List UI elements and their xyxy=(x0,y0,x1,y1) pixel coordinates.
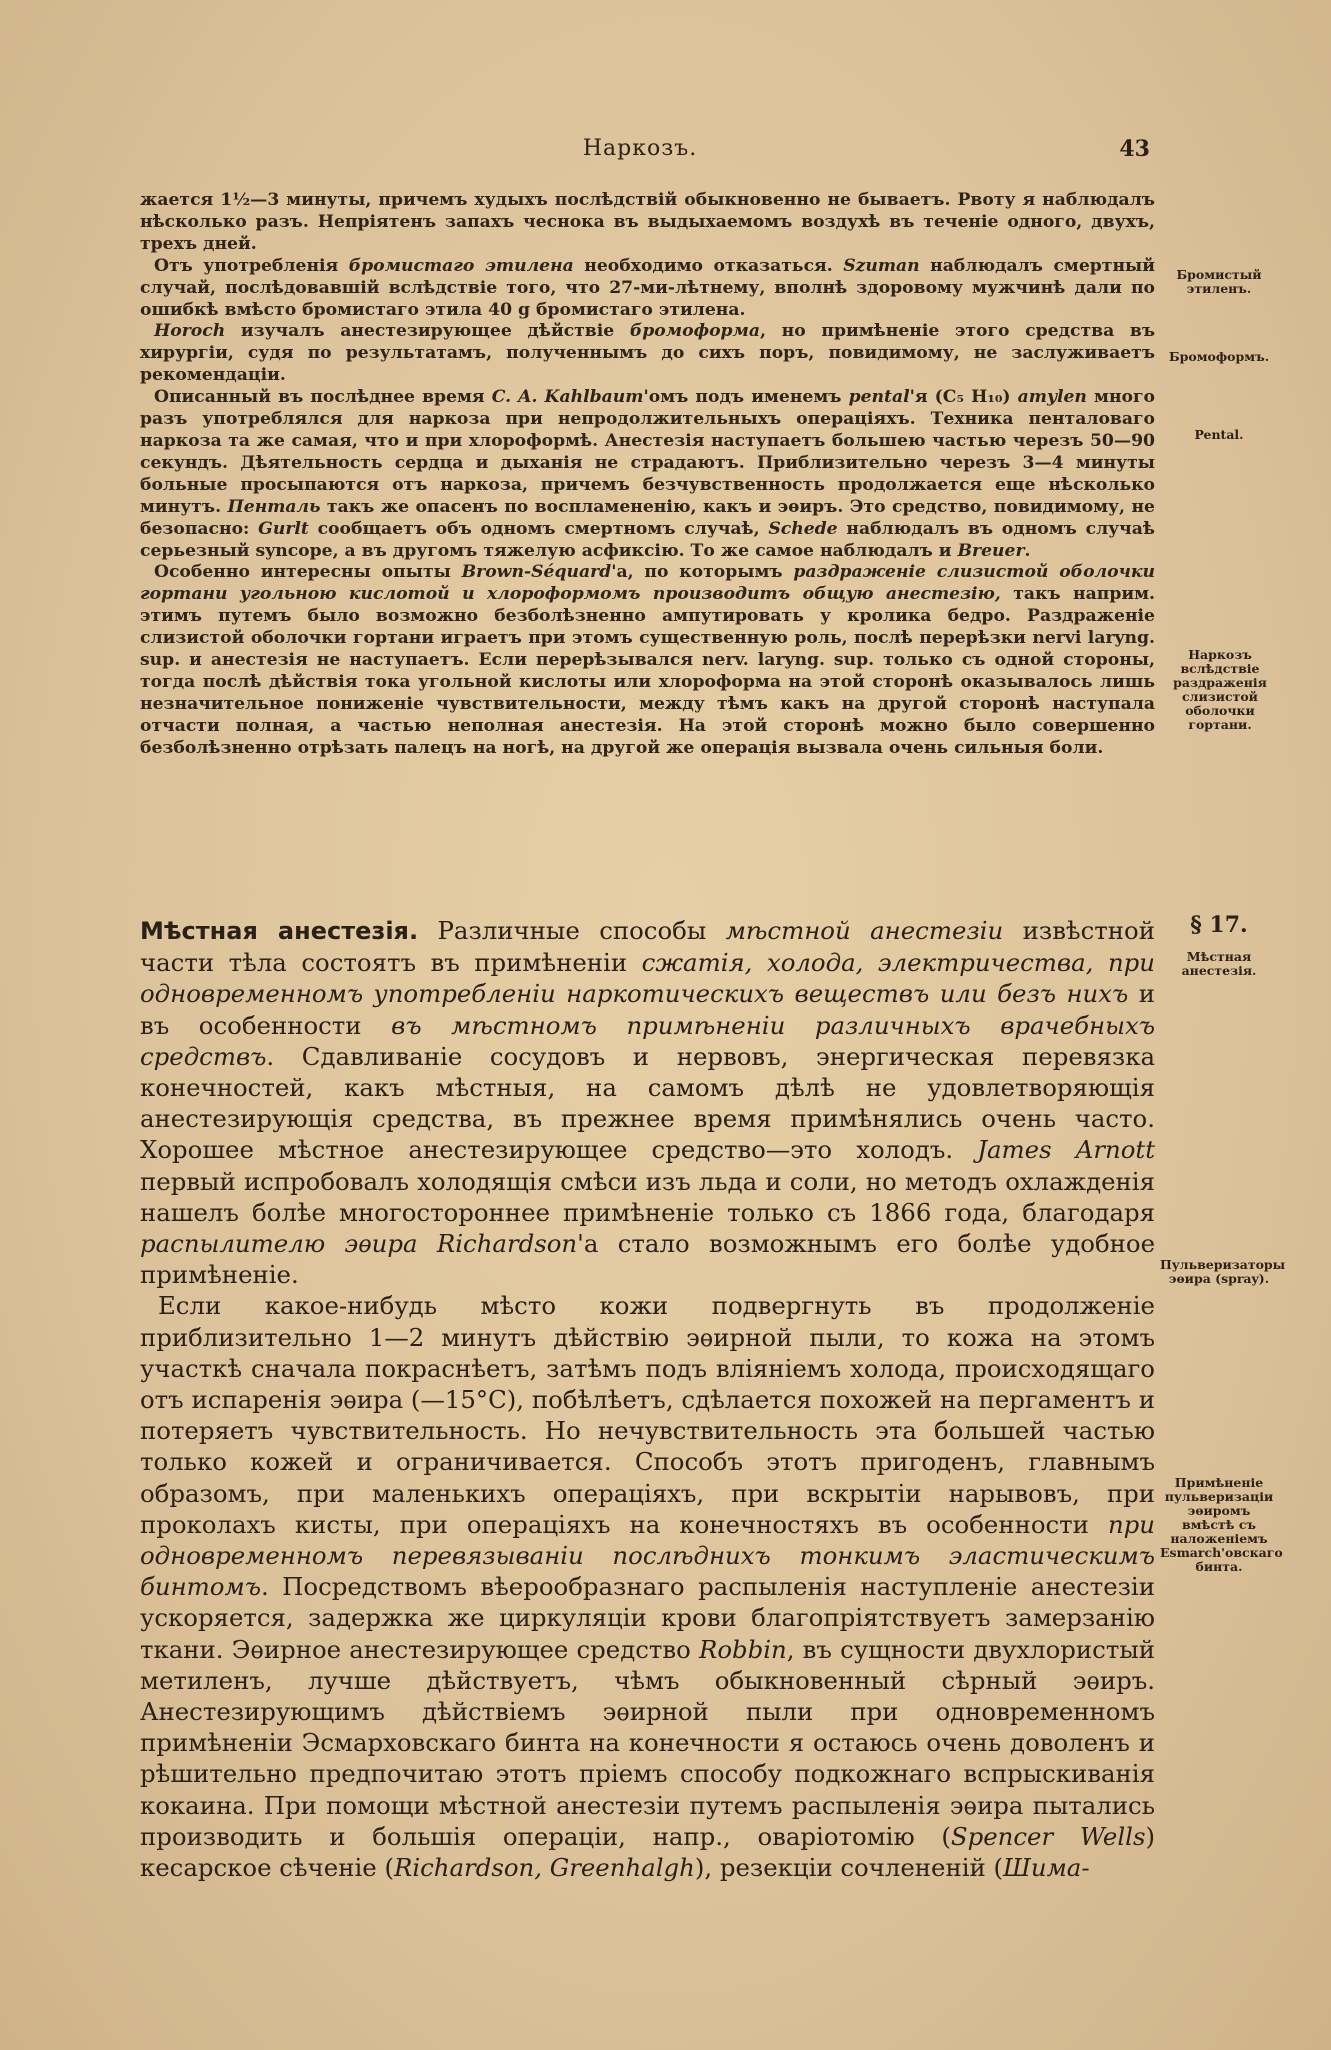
margin-note: Наркозъ вслѣдствіе раздраженія слизистой оболочки гортани. xyxy=(1173,647,1267,732)
main-text xyxy=(140,915,1155,1883)
section-heading: Мѣстная анестезія. xyxy=(140,917,419,945)
paragraph: Отъ употребленія бромистаго этилена необходимо отказаться. Szuman наблюдалъ смертный случай, послѣдовавшій вслѣдствіе того, что 27-ми-лѣтнему, вполнѣ здоровому мужчинѣ дали по ошибкѣ вмѣсто бромистаго этила 40 g бромистаго этилена. xyxy=(140,255,1155,320)
margin-note: Pental. xyxy=(1194,427,1244,442)
margin-note: Мѣстная анестезія. xyxy=(1181,949,1257,978)
paragraph: Horoch изучалъ анестезирующее дѣйствіе бромоформа, но примѣненіе этого средства въ хирургіи, судя по результатамъ, полученнымъ до сихъ поръ, повидимому, не заслуживаетъ рекомендаціи. xyxy=(140,321,1156,386)
small-print-text xyxy=(140,190,1155,760)
paragraph: Особенно интересны опыты Brown-Séquard'а, по которымъ раздраженіе слизистой оболочки гортани угольною кислотой и хлороформомъ производитъ общую анестезію, такъ наприм. этимъ путемъ было возможно безболѣзненно ампутировать у кролика бедро. Раздраженіе слизистой оболочки гортани играетъ при этомъ существенную роль, послѣ перерѣзки nervi laryng. sup. и анестезія не наступаетъ. Если перерѣзывался nerv. laryng. sup. только съ одной стороны, тогда послѣ дѣйствія тока угольной кислоты или хлороформа на этой сторонѣ оказывалось лишь незначительное пониженіе чувствительности, между тѣмъ какъ на другой сторонѣ наступала отчасти полная, а частью неполная анестезія. На этой сторонѣ можно было совершенно безболѣзненно отрѣзать палецъ на ногѣ, на другой же операція вызвала очень сильныя боли. xyxy=(140,562,1156,758)
paragraph: жается 1½—3 минуты, причемъ худыхъ послѣдствій обыкновенно не бываетъ. Рвоту я наблюдалъ нѣсколько разъ. Непріятенъ запахъ чеснока въ выдыхаемомъ воздухѣ въ теченіе одного, двухъ, трехъ дней. xyxy=(140,190,1155,254)
margin-note: Пульверизаторы эѳира (spray). xyxy=(1160,1257,1286,1286)
page-header xyxy=(130,136,1150,172)
page-number: 43 xyxy=(1119,136,1150,162)
section-number: § 17. xyxy=(1190,912,1248,938)
paragraph: Описанный въ послѣднее время C. A. Kahlbaum'омъ подъ именемъ pental'я (C₅ H₁₀) amylen много разъ употреблялся для наркоза при непродолжительныхъ операціяхъ. Техника пенталоваго наркоза та же самая, что и при хлороформѣ. Анестезія наступаетъ большею частью черезъ 50—90 секундъ. Дѣятельность сердца и дыханія не страдаютъ. Приблизительно черезъ 3—4 минуты больные просыпаются отъ наркоза, причемъ безчувственность продолжается еще нѣсколько минутъ. Пенталь такъ же опасенъ по воспламененію, какъ и эѳиръ. Это средство, повидимому, не безопасно: Gurlt сообщаетъ объ одномъ смертномъ случаѣ, Schede наблюдалъ въ одномъ случаѣ серьезный syncope, а въ другомъ тяжелую асфиксію. То же самое наблюдалъ и Breuer. xyxy=(140,387,1155,561)
margin-note: Бромоформъ. xyxy=(1168,349,1270,364)
margin-note: Бромистый этиленъ. xyxy=(1176,267,1262,296)
running-head: Наркозъ. xyxy=(582,136,698,161)
paragraph: Если какое-нибудь мѣсто кожи подвергнуть въ продолженіе приблизительно 1—2 минутъ дѣйствію эѳирной пыли, то кожа на этомъ участкѣ сначала покраснѣетъ, затѣмъ подъ вліяніемъ холода, происходящаго отъ испаренія эѳира (—15°C), побѣлѣетъ, сдѣлается похожей на пергаментъ и потеряетъ чувствительность. Но нечувствительность эта большей частью только кожей и ограничивается. Способъ этотъ пригоденъ, главнымъ образомъ, при маленькихъ операціяхъ, при вскрытіи нарывовъ, при проколахъ кисты, при операціяхъ на конечностяхъ въ особенности при одновременномъ перевязываніи послѣднихъ тонкимъ эластическимъ бинтомъ. Посредствомъ вѣерообразнаго распыленія наступленіе анестезіи ускоряется, задержка же циркуляціи крови благопріятствуетъ замерзанію ткани. Эѳирное анестезирующее средство Robbin, въ сущности двухлористый метиленъ, лучше дѣйствуетъ, чѣмъ обыкновенный сѣрный эѳиръ. Анестезирующимъ дѣйствіемъ эѳирной пыли при одновременномъ примѣненіи Эсмарховскаго бинта на конечности я остаюсь очень доволенъ и рѣшительно предпочитаю этотъ пріемъ способу подкожнаго вспрыскиванія кокаина. При помощи мѣстной анестезіи путемъ распыленія эѳира пытались производить и большія операціи, напр., оваріотомію (Spencer Wells) кесарское сѣченіе (Richardson, Greenhalgh), резекціи сочлененій (Шима- xyxy=(140,1291,1155,1883)
paragraph: Мѣстная анестезія. Различные способы мѣстной анестезіи извѣстной части тѣла состоятъ въ примѣненіи сжатія, холода, электричества, при одновременномъ употребленіи наркотическихъ веществъ или безъ нихъ и въ особенности въ мѣстномъ примѣненіи различныхъ врачебныхъ средствъ. Сдавливаніе сосудовъ и нервовъ, энергическая перевязка конечностей, какъ мѣстныя, на самомъ дѣлѣ не удовлетворяющія анестезирующія средства, въ прежнее время примѣнялись очень часто. Хорошее мѣстное анестезирующее средство—это холодъ. James Arnott первый испробовалъ холодящія смѣси изъ льда и соли, но методъ охлажденія нашелъ болѣе многостороннее примѣненіе только съ 1866 года, благодаря распылителю эѳира Richardson'а стало возможнымъ его болѣе удобное примѣненіе. xyxy=(140,916,1156,1290)
margin-note: Примѣненіе пульверизаціи эѳиромъ вмѣстѣ съ наложеніемъ Esmarch'овскаго бинта. xyxy=(1160,1475,1283,1574)
